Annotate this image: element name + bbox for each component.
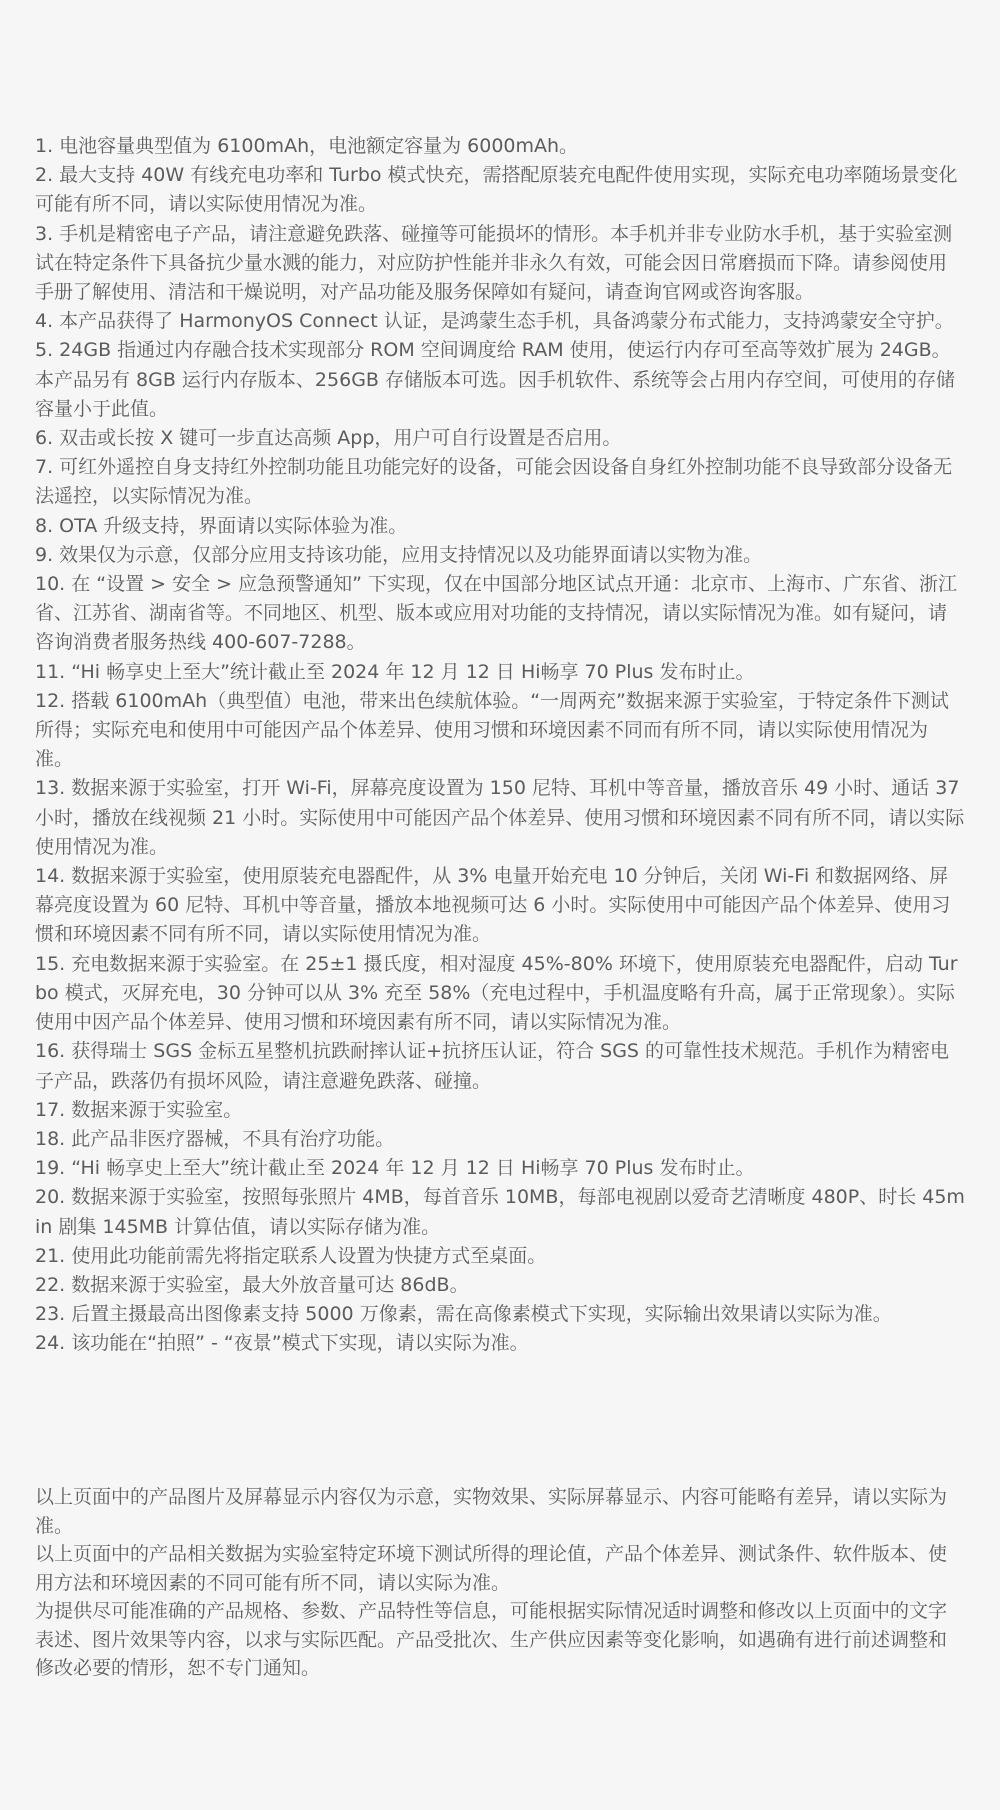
disclaimer-adjustments: 为提供尽可能准确的产品规格、参数、产品特性等信息，可能根据实际情况适时调整和修改以上页面中的文字表述、图片效果等内容，以求与实际匹配。产品受批次、生产供应因素等变化影响，如遇确有进行前述调整和修改必要的情形，恕不专门通知。 bbox=[35, 1600, 948, 1679]
footnote-14: 14. 数据来源于实验室，使用原装充电器配件，从 3% 电量开始充电 10 分钟后，关闭 Wi-Fi 和数据网络、屏幕亮度设置为 60 尼特、耳机中等音量，播放本地视频可达 6 小时。实际使用中可能因产品个体差异、使用习惯和环境因素不同有所不同，请以实际使用情况为准。 bbox=[35, 865, 951, 946]
footnote-8: 8. OTA 升级支持，界面请以实际体验为准。 bbox=[35, 514, 408, 537]
footnote-10: 10. 在 “设置 > 安全 > 应急预警通知” 下实现，仅在中国部分地区试点开通：北京市、上海市、广东省、浙江省、江苏省、湖南省等。不同地区、机型、版本或应用对功能的支持情况，请以实际情况为准。如有疑问，请咨询消费者服务热线 400-607-7288。 bbox=[35, 573, 958, 654]
footnote-23: 23. 后置主摄最高出图像素支持 5000 万像素，需在高像素模式下实现，实际输出效果请以实际为准。 bbox=[35, 1303, 892, 1326]
footnote-19: 19. “Hi 畅享史上至大”统计截止至 2024 年 12 月 12 日 Hi畅享 70 Plus 发布时止。 bbox=[35, 1157, 755, 1180]
footnote-20: 20. 数据来源于实验室，按照每张照片 4MB，每首音乐 10MB，每部电视剧以爱奇艺清晰度 480P、时长 45min 剧集 145MB 计算估值，请以实际存储为准。 bbox=[35, 1186, 965, 1238]
footnote-4: 4. 本产品获得了 HarmonyOS Connect 认证，是鸿蒙生态手机，具备鸿蒙分布式能力，支持鸿蒙安全守护。 bbox=[35, 310, 954, 333]
footnote-2: 2. 最大支持 40W 有线充电功率和 Turbo 模式快充，需搭配原装充电配件使用实现，实际充电功率随场景变化可能有所不同，请以实际使用情况为准。 bbox=[35, 164, 958, 216]
footnote-list bbox=[35, 132, 965, 1359]
disclaimer-images: 以上页面中的产品图片及屏幕显示内容仅为示意，实物效果、实际屏幕显示、内容可能略有差异，请以实际为准。 bbox=[35, 1486, 948, 1537]
footnote-1: 1. 电池容量典型值为 6100mAh，电池额定容量为 6000mAh。 bbox=[35, 135, 579, 157]
disclaimer-section bbox=[35, 1483, 965, 1683]
footnote-15: 15. 充电数据来源于实验室。在 25±1 摄氏度，相对湿度 45%-80% 环境下，使用原装充电器配件，启动 Turbo 模式，灭屏充电，30 分钟可以从 3% 充至 58%（充电过程中，手机温度略有升高，属于正常现象）。实际使用中因产品个体差异、使用习惯和环境因素有所不同，请以实际情况为准。 bbox=[35, 952, 958, 1034]
footnote-18: 18. 此产品非医疗器械，不具有治疗功能。 bbox=[35, 1127, 395, 1150]
footnote-22: 22. 数据来源于实验室，最大外放音量可达 86dB。 bbox=[35, 1273, 469, 1296]
footnote-16: 16. 获得瑞士 SGS 金标五星整机抗跌耐摔认证+抗挤压认证，符合 SGS 的可靠性技术规范。手机作为精密电子产品，跌落仍有损坏风险，请注意避免跌落、碰撞。 bbox=[35, 1040, 950, 1092]
footnote-11: 11. “Hi 畅享史上至大”统计截止至 2024 年 12 月 12 日 Hi畅享 70 Plus 发布时止。 bbox=[35, 660, 755, 683]
footnote-24: 24. 该功能在“拍照” - “夜景”模式下实现，请以实际为准。 bbox=[35, 1332, 529, 1355]
footnote-13: 13. 数据来源于实验室，打开 Wi-Fi，屏幕亮度设置为 150 尼特、耳机中等音量，播放音乐 49 小时、通话 37 小时，播放在线视频 21 小时。实际使用中可能因产品个体差异、使用习惯和环境因素不同有所不同，请以实际使用情况为准。 bbox=[35, 777, 965, 858]
footnote-17: 17. 数据来源于实验室。 bbox=[35, 1098, 243, 1121]
footnote-12: 12. 搭载 6100mAh（典型值）电池，带来出色续航体验。“一周两充”数据来源于实验室，于特定条件下测试所得；实际充电和使用中可能因产品个体差异、使用习惯和环境因素不同而有所不同，请以实际使用情况为准。 bbox=[35, 689, 949, 771]
footnote-7: 7. 可红外遥控自身支持红外控制功能且功能完好的设备，可能会因设备自身红外控制功能不良导致部分设备无法遥控，以实际情况为准。 bbox=[35, 456, 953, 508]
footnote-5: 5. 24GB 指通过内存融合技术实现部分 ROM 空间调度给 RAM 使用，使运行内存可至高等效扩展为 24GB。本产品另有 8GB 运行内存版本、256GB 存储版本可选。因手机软件、系统等会占用内存空间，可使用的存储容量小于此值。 bbox=[35, 339, 955, 420]
disclaimer-lab-data: 以上页面中的产品相关数据为实验室特定环境下测试所得的理论值，产品个体差异、测试条件、软件版本、使用方法和环境因素的不同可能有所不同，请以实际为准。 bbox=[35, 1543, 948, 1594]
footnote-9: 9. 效果仅为示意，仅部分应用支持该功能，应用支持情况以及功能界面请以实物为准。 bbox=[35, 543, 763, 566]
footnote-21: 21. 使用此功能前需先将指定联系人设置为快捷方式至桌面。 bbox=[35, 1244, 547, 1267]
footnote-3: 3. 手机是精密电子产品，请注意避免跌落、碰撞等可能损坏的情形。本手机并非专业防水手机，基于实验室测试在特定条件下具备抗少量水溅的能力，对应防护性能并非永久有效，可能会因日常磨损而下降。请参阅使用手册了解使用、清洁和干燥说明，对产品功能及服务保障如有疑问，请查询官网或咨询客服。 bbox=[35, 222, 953, 304]
footnote-6: 6. 双击或长按 X 键可一步直达高频 App，用户可自行设置是否启用。 bbox=[35, 427, 622, 450]
